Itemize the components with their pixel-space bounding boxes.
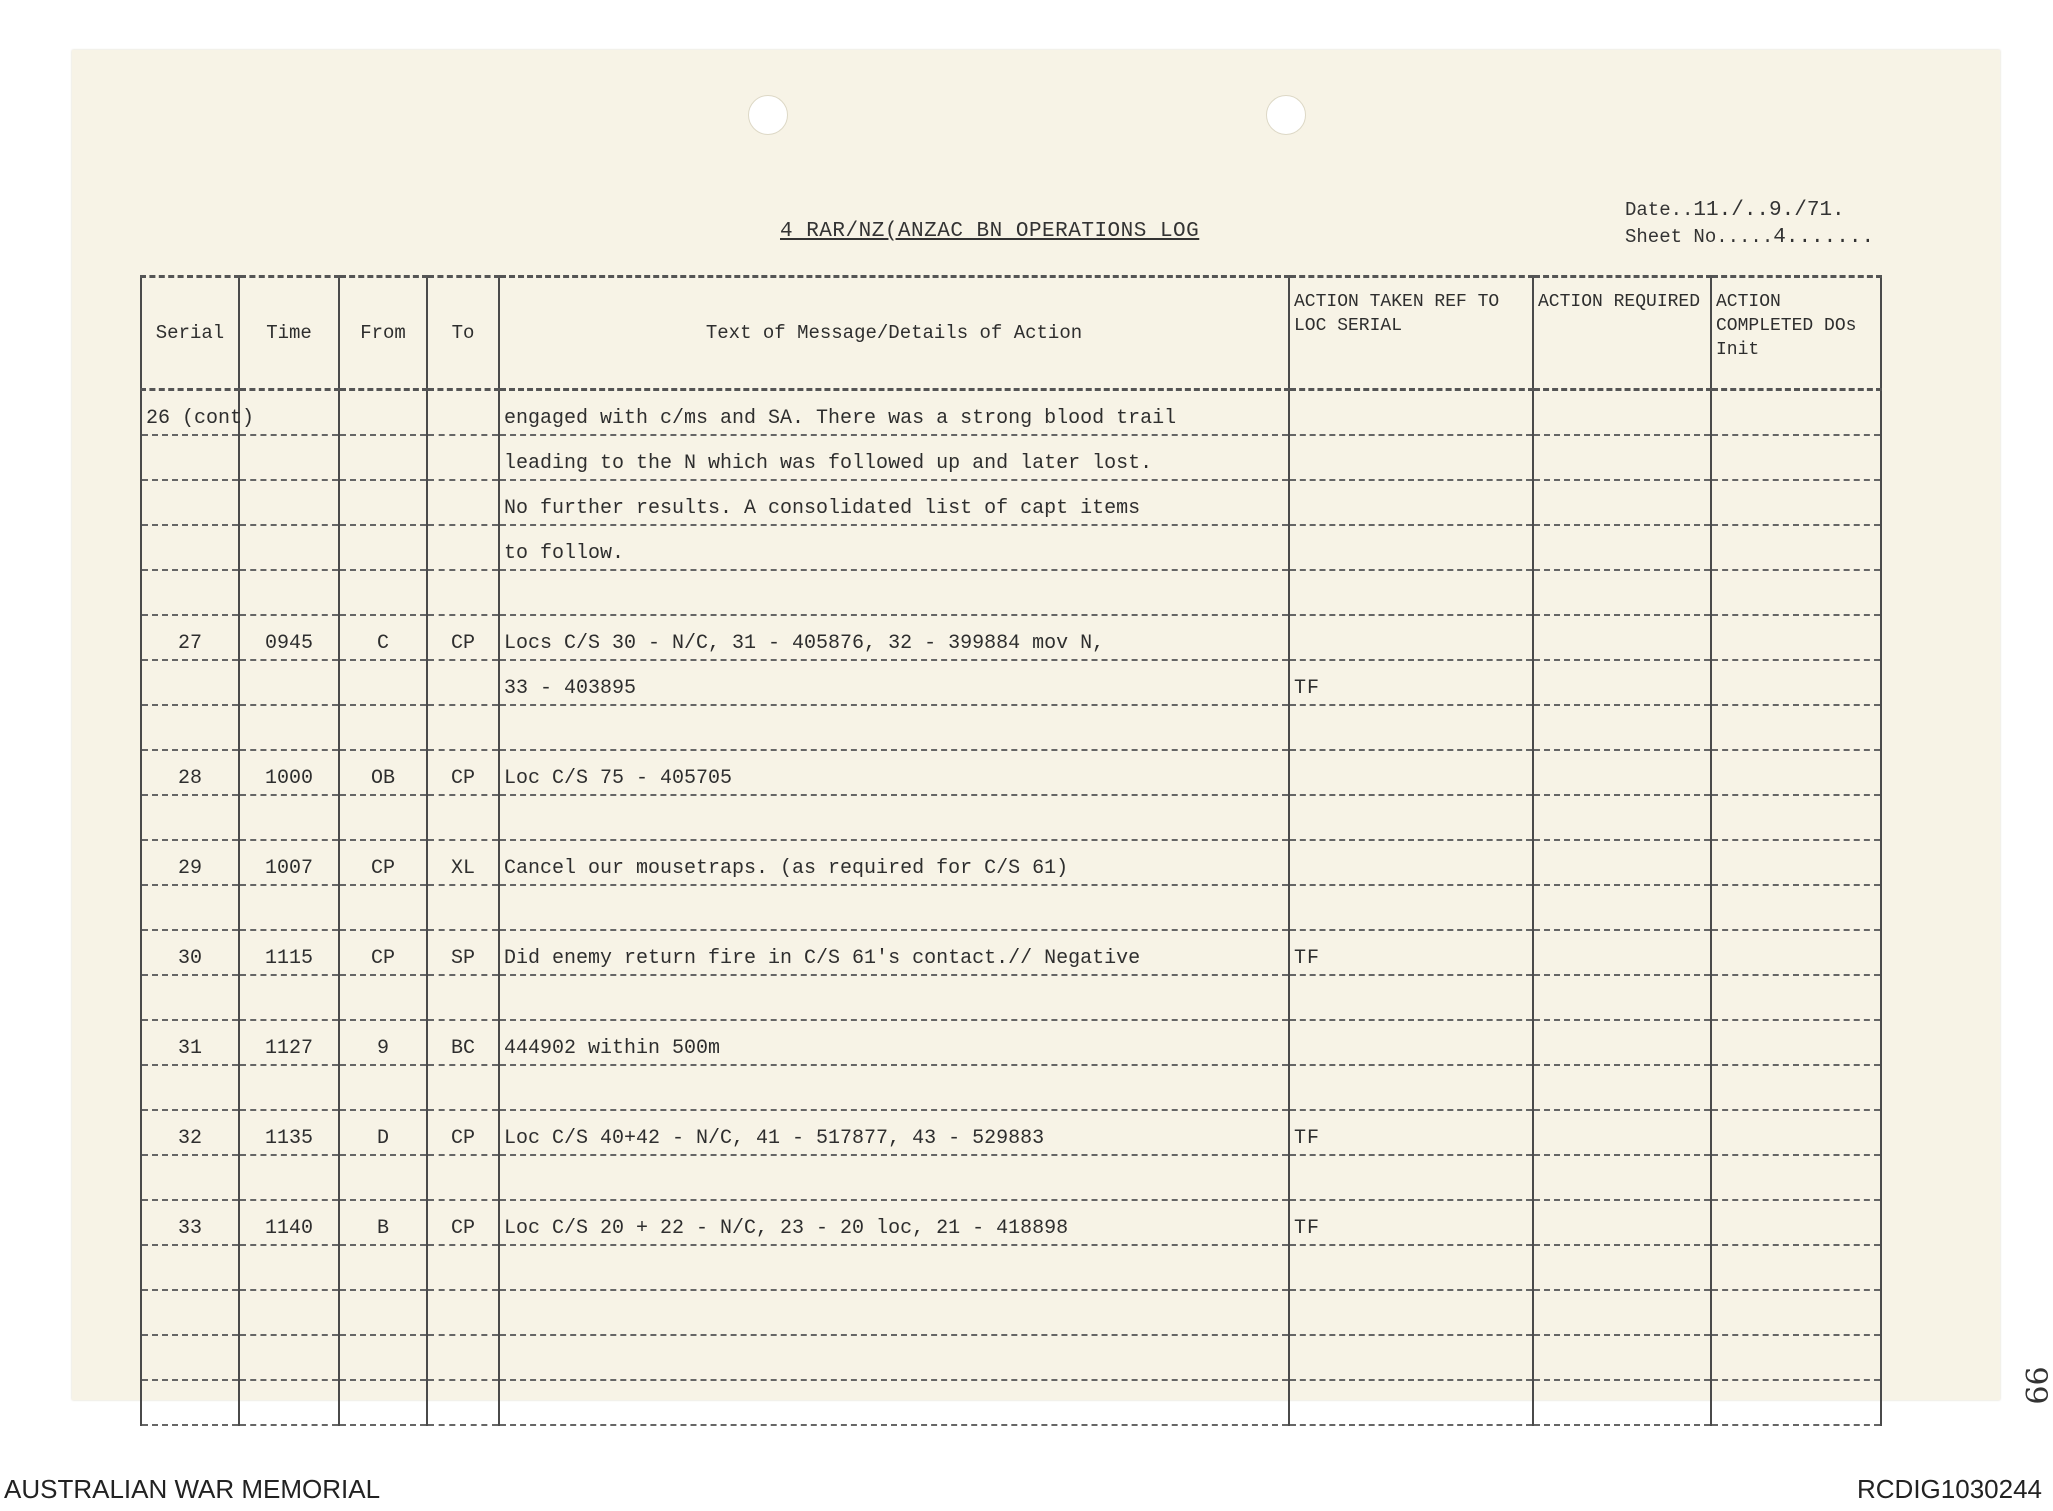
handwritten-page-number: 99 (2017, 1366, 2053, 1405)
to-cell: CP (427, 750, 499, 795)
serial-cell (141, 435, 239, 480)
from-cell (339, 1335, 427, 1380)
action-required-cell (1533, 1290, 1711, 1335)
from-cell: CP (339, 930, 427, 975)
message-text-cell (499, 975, 1289, 1020)
from-cell (339, 705, 427, 750)
serial-cell (141, 795, 239, 840)
action-taken-cell: TF (1289, 1200, 1533, 1245)
action-taken-cell (1289, 840, 1533, 885)
message-text-cell: Loc C/S 75 - 405705 (499, 750, 1289, 795)
to-cell (427, 570, 499, 615)
time-cell (239, 660, 339, 705)
table-row (141, 435, 1881, 480)
time-cell (239, 1155, 339, 1200)
table-body (141, 390, 1881, 1426)
table-row (141, 1155, 1881, 1200)
message-text-cell: 33 - 403895 (499, 660, 1289, 705)
action-required-cell (1533, 1245, 1711, 1290)
action-taken-cell (1289, 795, 1533, 840)
serial-cell (141, 1335, 239, 1380)
serial-cell: 30 (141, 930, 239, 975)
time-cell (239, 705, 339, 750)
serial-cell: 26 (cont) (141, 390, 239, 436)
action-taken-cell (1289, 1155, 1533, 1200)
action-taken-cell (1289, 435, 1533, 480)
to-cell: BC (427, 1020, 499, 1065)
action-required-cell (1533, 525, 1711, 570)
action-completed-cell (1711, 525, 1881, 570)
table-row (141, 1245, 1881, 1290)
to-cell (427, 885, 499, 930)
from-cell (339, 525, 427, 570)
table-row (141, 660, 1881, 705)
table-row (141, 1290, 1881, 1335)
action-completed-cell (1711, 480, 1881, 525)
time-cell: 1007 (239, 840, 339, 885)
action-taken-cell (1289, 615, 1533, 660)
to-cell (427, 435, 499, 480)
from-cell: C (339, 615, 427, 660)
action-required-cell (1533, 1065, 1711, 1110)
action-taken-cell (1289, 1290, 1533, 1335)
action-taken-cell (1289, 705, 1533, 750)
message-text-cell: 444902 within 500m (499, 1020, 1289, 1065)
from-cell: 9 (339, 1020, 427, 1065)
action-completed-cell (1711, 435, 1881, 480)
header-to: To (427, 277, 499, 390)
to-cell (427, 660, 499, 705)
to-cell (427, 390, 499, 436)
to-cell (427, 975, 499, 1020)
action-completed-cell (1711, 1200, 1881, 1245)
footer-left: AUSTRALIAN WAR MEMORIAL (4, 1474, 381, 1504)
action-required-cell (1533, 615, 1711, 660)
time-cell (239, 480, 339, 525)
serial-cell (141, 1245, 239, 1290)
to-cell (427, 480, 499, 525)
to-cell: CP (427, 1200, 499, 1245)
time-cell: 1115 (239, 930, 339, 975)
time-cell: 1127 (239, 1020, 339, 1065)
to-cell: SP (427, 930, 499, 975)
message-text-cell (499, 1290, 1289, 1335)
action-completed-cell (1711, 1020, 1881, 1065)
time-cell (239, 1290, 339, 1335)
header-action-completed: ACTION COMPLETED DOs Init (1711, 277, 1881, 390)
document-title: 4 RAR/NZ(ANZAC BN OPERATIONS LOG (780, 220, 1200, 243)
table-row (141, 1380, 1881, 1425)
to-cell (427, 1335, 499, 1380)
message-text-cell: Locs C/S 30 - N/C, 31 - 405876, 32 - 399884 mov N, (499, 615, 1289, 660)
to-cell: CP (427, 615, 499, 660)
table-row (141, 1200, 1881, 1245)
header-action-required: ACTION REQUIRED (1533, 277, 1711, 390)
from-cell (339, 480, 427, 525)
from-cell (339, 570, 427, 615)
to-cell (427, 1155, 499, 1200)
action-required-cell (1533, 435, 1711, 480)
time-cell: 1000 (239, 750, 339, 795)
action-completed-cell (1711, 390, 1881, 436)
to-cell (427, 1380, 499, 1425)
action-taken-cell (1289, 525, 1533, 570)
table-row (141, 1110, 1881, 1155)
from-cell: OB (339, 750, 427, 795)
to-cell: CP (427, 1110, 499, 1155)
message-text-cell (499, 885, 1289, 930)
action-completed-cell (1711, 1065, 1881, 1110)
action-completed-cell (1711, 660, 1881, 705)
message-text-cell: Did enemy return fire in C/S 61's contact.// Negative (499, 930, 1289, 975)
message-text-cell (499, 1065, 1289, 1110)
to-cell (427, 1290, 499, 1335)
action-completed-cell (1711, 975, 1881, 1020)
serial-cell (141, 660, 239, 705)
action-taken-cell (1289, 480, 1533, 525)
serial-cell (141, 705, 239, 750)
from-cell: B (339, 1200, 427, 1245)
time-cell (239, 1335, 339, 1380)
serial-cell (141, 1290, 239, 1335)
action-completed-cell (1711, 840, 1881, 885)
sheet-label: Sheet No..... (1625, 226, 1774, 248)
action-taken-cell (1289, 1020, 1533, 1065)
table-row (141, 1065, 1881, 1110)
table-row (141, 615, 1881, 660)
serial-cell (141, 525, 239, 570)
action-taken-cell: TF (1289, 1110, 1533, 1155)
action-taken-cell (1289, 975, 1533, 1020)
action-completed-cell (1711, 930, 1881, 975)
serial-cell (141, 975, 239, 1020)
message-text-cell: Loc C/S 20 + 22 - N/C, 23 - 20 loc, 21 - 418898 (499, 1200, 1289, 1245)
serial-cell: 31 (141, 1020, 239, 1065)
time-cell (239, 1380, 339, 1425)
table-row (141, 705, 1881, 750)
serial-cell (141, 570, 239, 615)
sheet-value: 4....... (1773, 226, 1875, 249)
action-completed-cell (1711, 570, 1881, 615)
action-taken-cell: TF (1289, 660, 1533, 705)
from-cell (339, 660, 427, 705)
to-cell (427, 705, 499, 750)
action-required-cell (1533, 885, 1711, 930)
action-completed-cell (1711, 795, 1881, 840)
action-required-cell (1533, 570, 1711, 615)
action-required-cell (1533, 1335, 1711, 1380)
action-completed-cell (1711, 615, 1881, 660)
action-taken-cell (1289, 1245, 1533, 1290)
action-taken-cell (1289, 750, 1533, 795)
time-cell: 0945 (239, 615, 339, 660)
action-completed-cell (1711, 1290, 1881, 1335)
action-required-cell (1533, 390, 1711, 436)
action-completed-cell (1711, 885, 1881, 930)
message-text-cell: Cancel our mousetraps. (as required for C/S 61) (499, 840, 1289, 885)
table-row (141, 570, 1881, 615)
table-row (141, 750, 1881, 795)
action-required-cell (1533, 1155, 1711, 1200)
action-required-cell (1533, 975, 1711, 1020)
message-text-cell: leading to the N which was followed up and later lost. (499, 435, 1289, 480)
time-cell: 1140 (239, 1200, 339, 1245)
action-required-cell (1533, 1110, 1711, 1155)
action-taken-cell (1289, 570, 1533, 615)
from-cell (339, 1290, 427, 1335)
table-row (141, 885, 1881, 930)
message-text-cell (499, 1155, 1289, 1200)
from-cell: D (339, 1110, 427, 1155)
to-cell (427, 1245, 499, 1290)
serial-cell (141, 1380, 239, 1425)
message-text-cell (499, 570, 1289, 615)
date-sheet-block (1625, 197, 1874, 251)
punch-hole (1266, 95, 1306, 135)
to-cell (427, 1065, 499, 1110)
from-cell (339, 1065, 427, 1110)
time-cell (239, 1065, 339, 1110)
header-from: From (339, 277, 427, 390)
from-cell (339, 885, 427, 930)
action-required-cell (1533, 660, 1711, 705)
action-required-cell (1533, 750, 1711, 795)
message-text-cell (499, 1380, 1289, 1425)
time-cell (239, 1245, 339, 1290)
action-taken-cell (1289, 1065, 1533, 1110)
date-line (1625, 197, 1874, 224)
serial-cell (141, 480, 239, 525)
from-cell (339, 1155, 427, 1200)
header-serial: Serial (141, 277, 239, 390)
table-row (141, 1020, 1881, 1065)
message-text-cell (499, 795, 1289, 840)
action-taken-cell (1289, 1335, 1533, 1380)
table-row (141, 975, 1881, 1020)
header-time: Time (239, 277, 339, 390)
table-row (141, 480, 1881, 525)
action-completed-cell (1711, 750, 1881, 795)
table-row (141, 525, 1881, 570)
header-action-taken: ACTION TAKEN REF TO LOC SERIAL (1289, 277, 1533, 390)
message-text-cell: engaged with c/ms and SA. There was a strong blood trail (499, 390, 1289, 436)
action-completed-cell (1711, 1380, 1881, 1425)
message-text-cell (499, 1245, 1289, 1290)
table-row (141, 840, 1881, 885)
time-cell (239, 435, 339, 480)
message-text-cell: Loc C/S 40+42 - N/C, 41 - 517877, 43 - 529883 (499, 1110, 1289, 1155)
action-taken-cell: TF (1289, 930, 1533, 975)
serial-cell: 27 (141, 615, 239, 660)
action-required-cell (1533, 1380, 1711, 1425)
punch-hole (748, 95, 788, 135)
action-taken-cell (1289, 885, 1533, 930)
table-header-row (141, 277, 1881, 390)
serial-cell: 33 (141, 1200, 239, 1245)
from-cell (339, 1380, 427, 1425)
action-completed-cell (1711, 1335, 1881, 1380)
from-cell (339, 1245, 427, 1290)
to-cell (427, 525, 499, 570)
serial-cell: 32 (141, 1110, 239, 1155)
time-cell (239, 570, 339, 615)
message-text-cell (499, 705, 1289, 750)
serial-cell (141, 1065, 239, 1110)
action-required-cell (1533, 930, 1711, 975)
message-text-cell (499, 1335, 1289, 1380)
from-cell (339, 390, 427, 436)
sheet-line (1625, 224, 1874, 251)
document-page (72, 50, 2053, 1405)
from-cell (339, 795, 427, 840)
action-required-cell (1533, 480, 1711, 525)
table-row (141, 930, 1881, 975)
date-label: Date.. (1625, 199, 1694, 221)
serial-cell (141, 885, 239, 930)
serial-cell: 28 (141, 750, 239, 795)
from-cell (339, 975, 427, 1020)
to-cell (427, 795, 499, 840)
message-text-cell: No further results. A consolidated list of capt items (499, 480, 1289, 525)
time-cell (239, 795, 339, 840)
time-cell (239, 885, 339, 930)
action-completed-cell (1711, 1245, 1881, 1290)
action-required-cell (1533, 840, 1711, 885)
action-required-cell (1533, 795, 1711, 840)
date-value: 11./..9./71. (1693, 199, 1845, 222)
time-cell (239, 525, 339, 570)
action-completed-cell (1711, 1155, 1881, 1200)
operations-log-table (140, 275, 1882, 1426)
to-cell: XL (427, 840, 499, 885)
action-completed-cell (1711, 1110, 1881, 1155)
action-required-cell (1533, 1020, 1711, 1065)
header-text: Text of Message/Details of Action (499, 277, 1289, 390)
footer-right: RCDIG1030244 (1857, 1474, 2042, 1504)
action-taken-cell (1289, 390, 1533, 436)
time-cell (239, 390, 339, 436)
table-row (141, 1335, 1881, 1380)
action-required-cell (1533, 1200, 1711, 1245)
serial-cell: 29 (141, 840, 239, 885)
table-row (141, 795, 1881, 840)
time-cell: 1135 (239, 1110, 339, 1155)
from-cell: CP (339, 840, 427, 885)
time-cell (239, 975, 339, 1020)
message-text-cell: to follow. (499, 525, 1289, 570)
action-completed-cell (1711, 705, 1881, 750)
action-required-cell (1533, 705, 1711, 750)
action-taken-cell (1289, 1380, 1533, 1425)
serial-cell (141, 1155, 239, 1200)
table-row (141, 390, 1881, 436)
from-cell (339, 435, 427, 480)
